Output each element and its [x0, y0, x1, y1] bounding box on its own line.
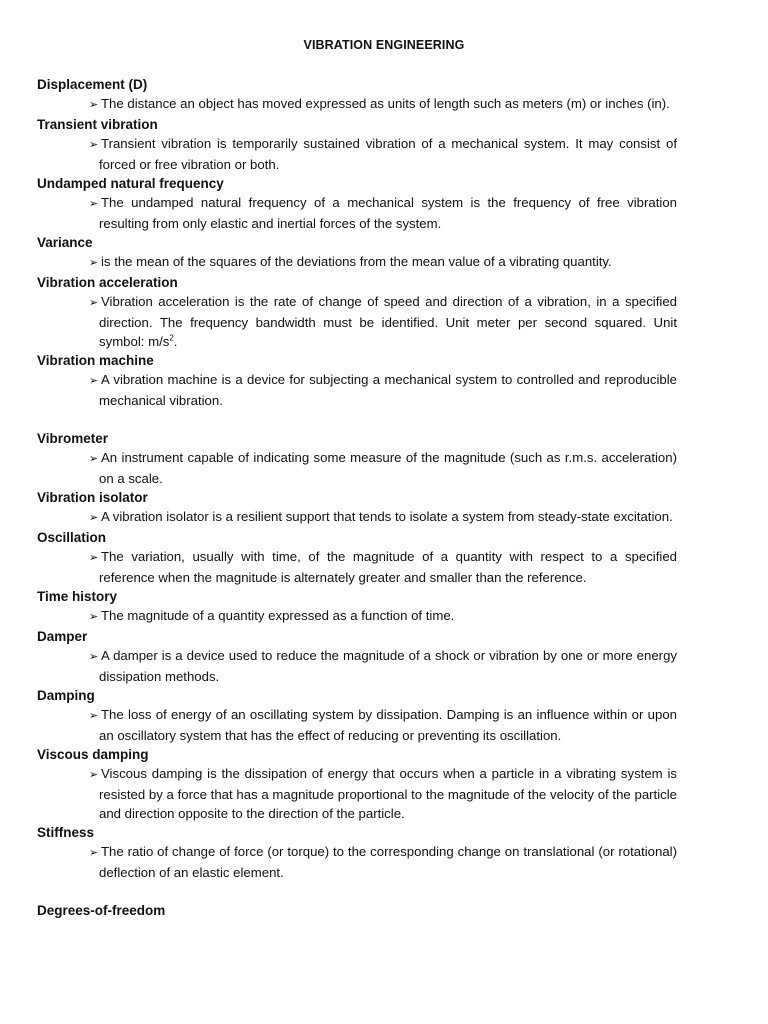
term-vibration-isolator: Vibration isolator [37, 490, 148, 505]
definition-text: The magnitude of a quantity expressed as a function of time. [101, 608, 455, 623]
bullet-arrow-icon: ➢ [89, 769, 99, 781]
definition-viscous-damping [89, 764, 677, 823]
term-transient-vibration: Transient vibration [37, 117, 158, 132]
definition-text: The loss of energy of an oscillating system by dissipation. Damping is an influence within or upon an oscillatory system that has the effect of reducing or preventing its oscillation. [99, 707, 677, 743]
term-undamped-natural-frequency: Undamped natural frequency [37, 176, 224, 191]
definition-damping [89, 705, 677, 745]
term-stiffness: Stiffness [37, 825, 95, 840]
bullet-arrow-icon: ➢ [89, 651, 99, 663]
definition-suffix: . [173, 334, 178, 349]
bullet-arrow-icon: ➢ [89, 257, 99, 269]
term-damper: Damper [37, 629, 88, 644]
definition-text: Vibration acceleration is the rate of change of speed and direction of a vibration, in a specified direction. The frequency bandwidth must be identified. Unit meter per second squared. Unit symbol: m/s [99, 294, 677, 349]
definition-vibrometer [89, 448, 677, 488]
definition-displacement [89, 94, 677, 115]
definition-text: A vibration machine is a device for subjecting a mechanical system to controlled and reproducible mechanical vibration. [99, 372, 677, 408]
definition-text: An instrument capable of indicating some measure of the magnitude (such as r.m.s. acceleration) on a scale. [99, 450, 677, 486]
term-vibration-machine: Vibration machine [37, 353, 154, 368]
definition-text: The variation, usually with time, of the magnitude of a quantity with respect to a specified reference when the magnitude is alternately greater and smaller than the reference. [99, 549, 677, 585]
definition-text: The distance an object has moved expressed as units of length such as meters (m) or inches (in). [101, 96, 670, 111]
definition-text: The undamped natural frequency of a mechanical system is the frequency of free vibration resulting from only elastic and inertial forces of the system. [99, 195, 677, 231]
term-time-history: Time history [37, 589, 118, 604]
definition-transient-vibration [89, 134, 677, 174]
term-degrees-of-freedom: Degrees-of-freedom [37, 903, 166, 918]
bullet-arrow-icon: ➢ [89, 198, 99, 210]
bullet-arrow-icon: ➢ [89, 297, 99, 309]
bullet-arrow-icon: ➢ [89, 847, 99, 859]
definition-vibration-isolator [89, 507, 677, 528]
bullet-arrow-icon: ➢ [89, 139, 99, 151]
definition-vibration-machine [89, 370, 677, 410]
bullet-arrow-icon: ➢ [89, 453, 99, 465]
definition-stiffness [89, 842, 677, 882]
term-oscillation: Oscillation [37, 530, 107, 545]
bullet-arrow-icon: ➢ [89, 710, 99, 722]
term-vibration-acceleration: Vibration acceleration [37, 275, 178, 290]
term-displacement: Displacement (D) [37, 77, 148, 92]
definition-damper [89, 646, 677, 686]
bullet-arrow-icon: ➢ [89, 99, 99, 111]
definition-text: Viscous damping is the dissipation of energy that occurs when a particle in a vibrating system is resisted by a force that has a magnitude proportional to the magnitude of the velocity of the particle and direction opposite to the direction of the particle. [99, 766, 677, 821]
definition-text: The ratio of change of force (or torque) to the corresponding change on translational (or rotational) deflection of an elastic element. [99, 844, 677, 880]
definition-text: is the mean of the squares of the deviations from the mean value of a vibrating quantity. [101, 254, 612, 269]
bullet-arrow-icon: ➢ [89, 552, 99, 564]
bullet-arrow-icon: ➢ [89, 512, 99, 524]
definition-undamped-natural-frequency [89, 193, 677, 233]
bullet-arrow-icon: ➢ [89, 611, 99, 623]
document-title: VIBRATION ENGINEERING [303, 38, 465, 52]
bullet-arrow-icon: ➢ [89, 375, 99, 387]
definition-text: A vibration isolator is a resilient support that tends to isolate a system from steady-state excitation. [101, 509, 673, 524]
blank-line [37, 410, 677, 429]
definition-oscillation [89, 547, 677, 587]
definitions-list [37, 75, 677, 920]
definition-text: Transient vibration is temporarily sustained vibration of a mechanical system. It may consist of forced or free vibration or both. [99, 136, 677, 172]
superscript-exponent: 2 [169, 333, 174, 343]
definition-vibration-acceleration [89, 292, 677, 351]
definition-variance [89, 252, 677, 273]
term-variance: Variance [37, 235, 93, 250]
blank-line [37, 882, 677, 901]
term-damping: Damping [37, 688, 95, 703]
term-viscous-damping: Viscous damping [37, 747, 149, 762]
definition-time-history [89, 606, 677, 627]
definition-text: A damper is a device used to reduce the magnitude of a shock or vibration by one or more energy dissipation methods. [99, 648, 677, 684]
term-vibrometer: Vibrometer [37, 431, 109, 446]
